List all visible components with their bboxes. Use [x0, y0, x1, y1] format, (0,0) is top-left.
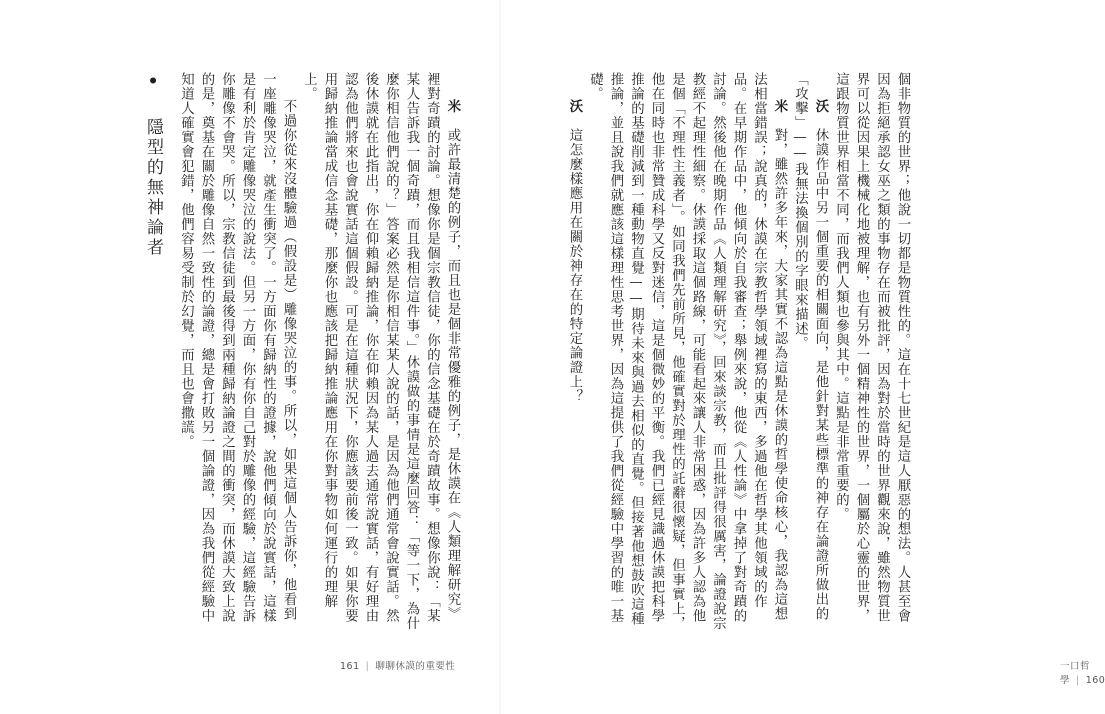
running-title: 一口哲學: [1060, 661, 1091, 686]
paragraph: [298, 72, 462, 632]
paragraph-text: 個非物質的世界；他說一切都是物質性的。這在十七世紀是這人厭惡的想法。人甚至會因為拒絕承認女巫之類的事物存在而被批評，因為對於當時的世界觀來說，雖然物質世界可以從因果上機械化地被理解，也有另外一個精神性的世界，一個屬於心靈的世界，這跟物質世界相當不同，而我們人類也參與其中。這點是非常重要的。: [833, 72, 910, 623]
speaker-label: 米: [445, 98, 460, 114]
page-footer: [1060, 658, 1105, 686]
speaker-label: 沃: [567, 98, 582, 114]
page-number: 160: [1085, 675, 1105, 686]
speaker-label: 米: [772, 98, 787, 114]
right-page: [500, 0, 1105, 714]
left-page-body: [42, 72, 462, 632]
speaker-label: 沃: [813, 98, 828, 114]
left-page: [0, 0, 500, 714]
paragraph-text: 這怎麼樣應用在關於神存在的特定論證上？: [567, 127, 582, 404]
section-heading-text: 隱型的無神論者: [143, 118, 163, 258]
footer-divider: |: [365, 661, 370, 672]
right-page-body: [460, 72, 912, 632]
section-heading: [143, 72, 164, 632]
footer-divider: |: [1076, 675, 1080, 686]
page-footer: [340, 658, 455, 672]
paragraph: [584, 72, 789, 632]
paragraph-text: 休謨作品中另一個重要的相關面向，是他針對某些標準的神存在論證所做出的「攻擊」——我無法換個別的字眼來描述。: [792, 72, 828, 621]
bullet-icon: •: [143, 72, 163, 95]
running-title: 聊聊休謨的重要性: [375, 661, 456, 672]
paragraph: [564, 72, 585, 632]
page-number: 161: [340, 661, 360, 672]
paragraph-text: 對，雖然許多年來，大家其實不認為這點是休謨的哲學使命核心，我認為這想法相當錯誤；說真的，休謨在宗教哲學領域裡寫的東西，多過他在哲學其他領域的作品。在早期作品中，他傾向於自我審查；舉例來說，他從《人性論》中拿掉了對奇蹟的討論。然後他在晚期作品《人類理解研究》，回來談宗教，而且批評得很厲害，論證說宗教經不起理性細察。休謨採取這個路線，可能看起來讓人非常困惑，因為許多人認為他是個「不理性主義者」。如同我們先前所見，他確實對於理性的託辭很懷疑，但事實上，他在同時也非常贊成科學又反對迷信，這是個微妙的平衡。我們已經見識過休謨把科學推論的基礎削減到一種動物直覺——期待未來與過去相似的直覺。但接著他想鼓吹這種推論，並且說我們就應該這樣理性思考世界，因為這提供了我們從經驗中學習的唯一基礎。: [587, 72, 787, 631]
paragraph: [175, 72, 298, 632]
paragraph: [789, 72, 830, 632]
paragraph: [830, 72, 912, 632]
paragraph-text: 不過你從來沒體驗過（假設是）雕像哭泣的事。所以，如果這個人告訴你，他看到一座雕像哭泣，就產生衝突了。一方面你有歸納性的證據，說他們傾向於說實話，這樣是有利於肯定雕像哭泣的說法。但另一方面，你有你自己對於雕像的經驗，這經驗告訴你雕像不會哭。所以，宗教信徒到最後得到兩種歸納論證之間的衝突，而休謨大致上說的是，奠基在關於雕像自然一致性的論證，總是會打敗另一個論證，因為我們從經驗中知道人確實會犯錯，他們容易受制於幻覺，而且也會撒謊。: [178, 72, 296, 623]
paragraph-text: 或許最清楚的例子，而且也是個非常優雅的例子，是休謨在《人類理解研究》裡對奇蹟的討論。想像你是個宗教信徒，你的信念基礎在於奇蹟故事。想像你說：「某某人告訴我一個奇蹟，而且我相信這件事。」休謨做的事情是這麼回答：「等一下，為什麼你相信他們說的？」答案必然是你相信某某人說的話，是因為他們通常會說實話。然後休謨就在此指出，你在仰賴歸納推論，你在仰賴因為某人過去通常說實話，有好理由認為他們將來也會說實話這個假設。可是在這種狀況下，你應該要前後一致。如果你要用歸納推論當成信念基礎，那麼你也應該把歸納推論應用在你對事物如何運行的理解上。: [301, 72, 460, 631]
